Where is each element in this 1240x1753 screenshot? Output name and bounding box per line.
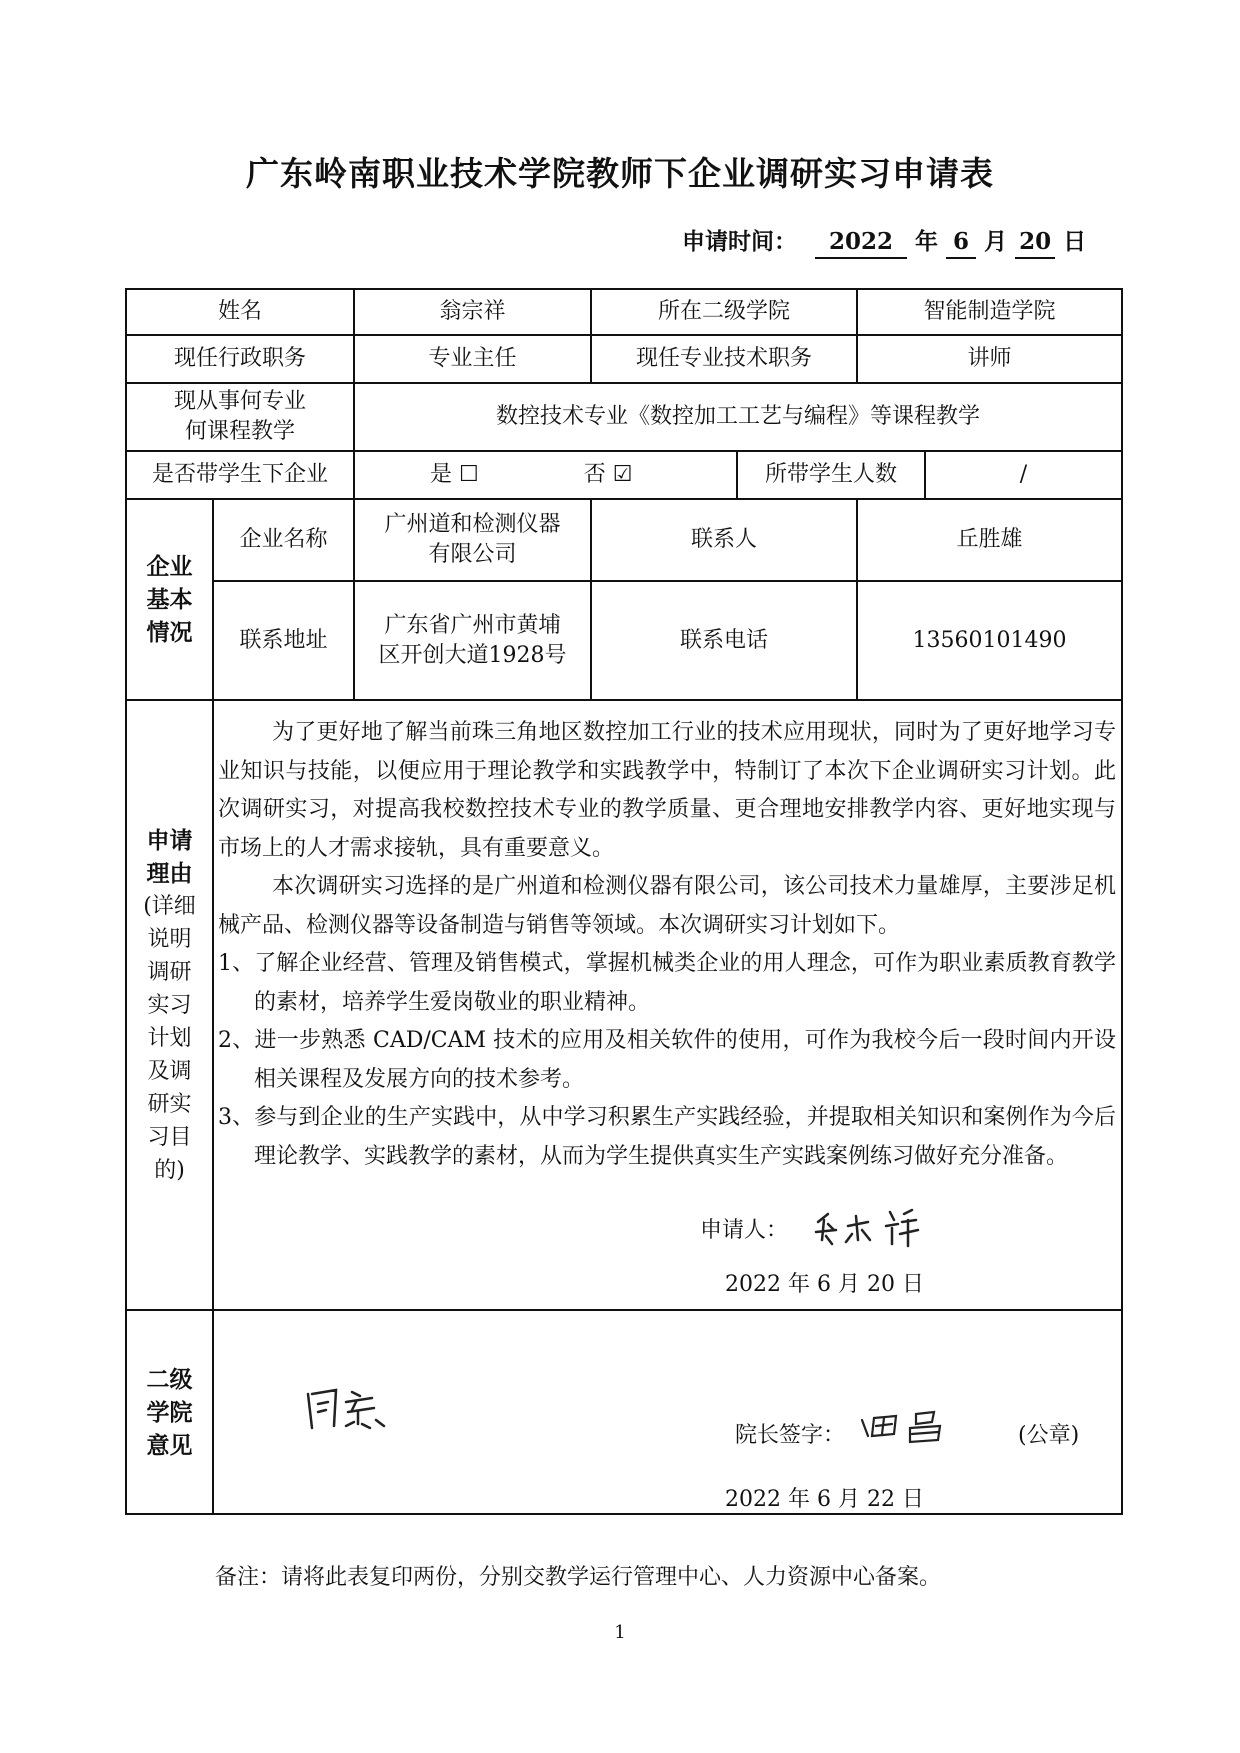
reason-paragraph: 为了更好地了解当前珠三角地区数控加工行业的技术应用现状，同时为了更好地学习专业知识与技能，以便应用于理论教学和实践教学中，特制订了本次下企业调研实习计划。此次调研实习，对提高我校数控技术专业的教学质量、更合理地安排教学内容、更好地实现与市场上的人才需求接轨，具有重要意义。 (218, 720, 1116, 861)
dean-label: 院长签字： (735, 1423, 846, 1448)
applicant-signature (812, 1200, 932, 1252)
phone-value: 13560101490 (912, 627, 1067, 653)
applicant-label: 申请人： (700, 1218, 789, 1243)
admin-position-label: 现任行政职务 (173, 346, 306, 371)
student-count-label: 所带学生人数 (764, 462, 897, 487)
plan-item: 1、了解企业经营、管理及销售模式，掌握机械类企业的用人理念，可作为职业素质教育教学的素材，培养学生爱岗敬业的职业精神。 (218, 951, 1116, 1015)
page-number: 1 (614, 1622, 626, 1643)
reason-section-sublabel: (详细 说明 调研 实习 计划 及调 研实 习目 的) (143, 893, 196, 1183)
opinion-date: 2022 年 6 月 22 日 (725, 1487, 924, 1512)
apply-date-year-unit: 年 (915, 228, 939, 255)
reason-body (218, 714, 1116, 1176)
tech-title-label: 现任专业技术职务 (635, 346, 812, 371)
students-choice (354, 451, 737, 499)
admin-position-value: 专业主任 (428, 346, 517, 371)
applicant-date: 2022 年 6 月 20 日 (725, 1272, 924, 1297)
tech-title-value: 讲师 (967, 346, 1012, 371)
plan-item: 3、参与到企业的生产实践中，从中学习积累生产实践经验，并提取相关知识和案例作为今后理论教学、实践教学的素材，从而为学生提供真实生产实践案例练习做好充分准备。 (218, 1105, 1116, 1169)
college-label: 所在二级学院 (657, 299, 790, 324)
document-title: 广东岭南职业技术学院教师下企业调研实习申请表 (246, 154, 994, 193)
major-label: 现从事何专业 何课程教学 (173, 389, 306, 444)
footnote: 备注：请将此表复印两份，分别交教学运行管理中心、人力资源中心备案。 (215, 1565, 942, 1590)
opinion-handwritten-text (300, 1380, 400, 1436)
company-section-label: 企业 基本 情况 (146, 553, 193, 646)
company-name-value: 广州道和检测仪器 有限公司 (384, 512, 561, 567)
dean-signature (858, 1408, 954, 1448)
name-value: 翁宗祥 (439, 299, 506, 324)
apply-date-day: 20 (1015, 227, 1055, 259)
reason-section (126, 700, 213, 1310)
apply-date-day-unit: 日 (1063, 228, 1087, 255)
plan-item: 2、进一步熟悉 CAD/CAM 技术的应用及相关软件的使用，可作为我校今后一段时间内开设相关课程及发展方向的技术参考。 (218, 1028, 1116, 1092)
apply-date-month-unit: 月 (984, 228, 1008, 255)
company-name-label: 企业名称 (239, 527, 328, 552)
students-yes-option[interactable]: 是 ☐ (430, 462, 479, 487)
major-value: 数控技术专业《数控加工工艺与编程》等课程教学 (495, 404, 980, 429)
contact-value: 丘胜雄 (956, 527, 1023, 552)
apply-date-year: 2022 (815, 227, 907, 259)
students-no-option[interactable]: 否 ☑ (583, 462, 633, 487)
apply-date-month: 6 (946, 227, 976, 259)
address-value: 广东省广州市黄埔 区开创大道1928号 (378, 612, 567, 668)
students-label: 是否带学生下企业 (151, 462, 328, 487)
opinion-section-label: 二级 学院 意见 (146, 1365, 193, 1459)
contact-label: 联系人 (690, 527, 757, 552)
address-label: 联系地址 (239, 627, 328, 653)
reason-section-label: 申请 理由 (146, 826, 193, 887)
seal-label: (公章) (1018, 1423, 1080, 1448)
name-label: 姓名 (217, 299, 262, 324)
student-count-value: / (1019, 462, 1028, 487)
apply-date-label: 申请时间： (682, 228, 797, 255)
college-value: 智能制造学院 (923, 299, 1056, 324)
reason-paragraph: 本次调研实习选择的是广州道和检测仪器有限公司，该公司技术力量雄厚，主要涉足机械产品、检测仪器等设备制造与销售等领域。本次调研实习计划如下。 (218, 874, 1116, 938)
phone-label: 联系电话 (679, 627, 768, 653)
